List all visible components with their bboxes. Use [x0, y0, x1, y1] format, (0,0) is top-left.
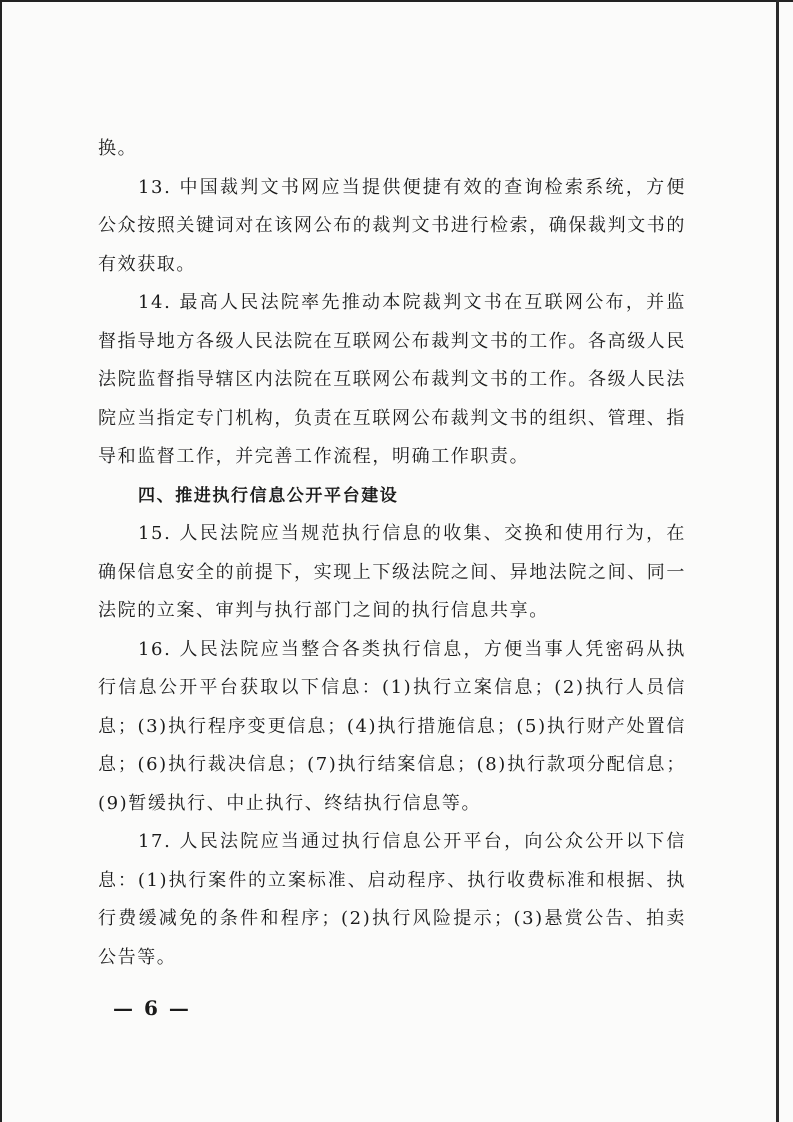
document-body: [98, 130, 686, 977]
paragraph-continuation: 换。: [98, 138, 138, 159]
paragraph-16: 16. 人民法院应当整合各类执行信息，方便当事人凭密码从执行信息公开平台获取以下信息：(1)执行立案信息；(2)执行人员信息；(3)执行程序变更信息；(4)执行措施信息；(5)执行财产处置信息；(6)执行裁决信息；(7)执行结案信息；(8)执行款项分配信息；(9)暂缓执行、中止执行、终结执行信息等。: [98, 638, 686, 814]
paragraph-13: 13. 中国裁判文书网应当提供便捷有效的查询检索系统，方便公众按照关键词对在该网公布的裁判文书进行检索，确保裁判文书的有效获取。: [98, 176, 686, 275]
scan-edge-right: [776, 0, 779, 1122]
paragraph-15: 15. 人民法院应当规范执行信息的收集、交换和使用行为，在确保信息安全的前提下，实现上下级法院之间、异地法院之间、同一法院的立案、审判与执行部门之间的执行信息共享。: [98, 523, 686, 621]
section-heading: 四、推进执行信息公开平台建设: [138, 485, 399, 506]
paragraph-14: 14. 最高人民法院率先推动本院裁判文书在互联网公布，并监督指导地方各级人民法院在互联网公布裁判文书的工作。各高级人民法院监督指导辖区内法院在互联网公布裁判文书的工作。各级人民法院应当指定专门机构，负责在互联网公布裁判文书的组织、管理、指导和监督工作，并完善工作流程，明确工作职责。: [98, 292, 686, 467]
page-number: — 6 —: [113, 996, 191, 1020]
scan-edge-left: [0, 0, 2, 1122]
scan-edge-top: [0, 0, 793, 2]
paragraph-17: 17. 人民法院应当通过执行信息公开平台，向公众公开以下信息：(1)执行案件的立案标准、启动程序、执行收费标准和根据、执行费缓减免的条件和程序；(2)执行风险提示；(3)悬赏公告、拍卖公告等。: [98, 831, 686, 968]
